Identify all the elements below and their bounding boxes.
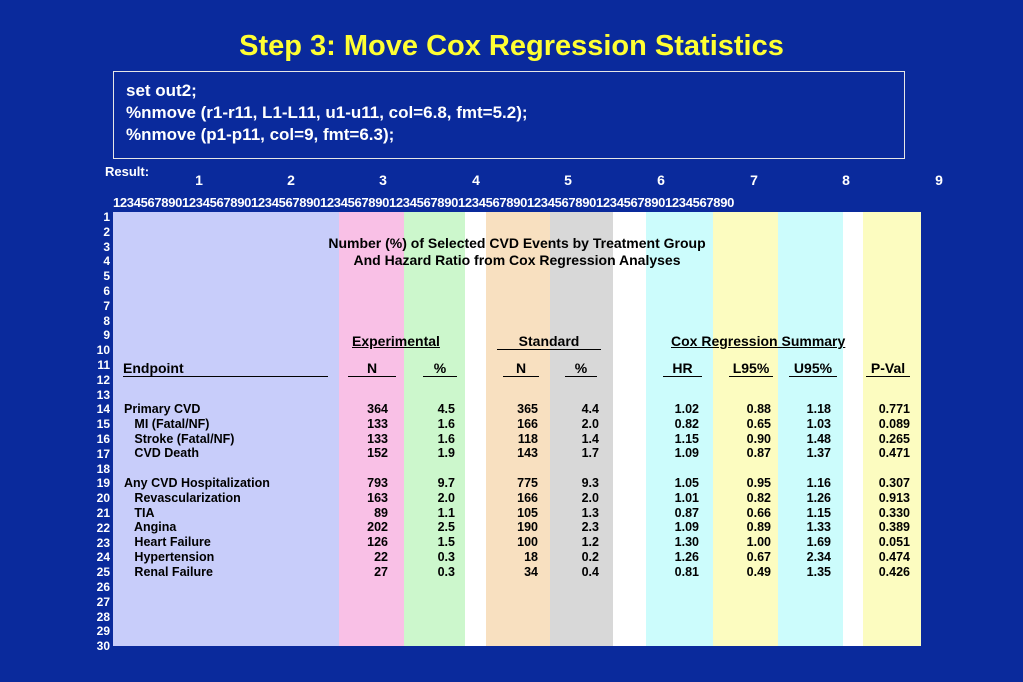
row-number: 24 <box>96 550 110 565</box>
column-header-n: N <box>348 360 396 377</box>
row-number: 19 <box>96 476 110 491</box>
group-header-cox: Cox Regression Summary <box>671 333 846 349</box>
row-number: 28 <box>96 609 110 624</box>
row-number: 3 <box>103 239 110 254</box>
row-number: 4 <box>103 254 110 269</box>
row-number: 18 <box>96 461 110 476</box>
ruler-ten-mark: 3 <box>379 172 387 188</box>
ruler-ten-mark: 5 <box>564 172 572 188</box>
ruler-ten-mark: 1 <box>195 172 203 188</box>
row-number: 25 <box>96 565 110 580</box>
row-number: 29 <box>96 624 110 639</box>
row-number-column <box>88 210 110 654</box>
caption-line: Number (%) of Selected CVD Events by Treatment Group <box>328 235 706 251</box>
row-number: 21 <box>96 505 110 520</box>
column-header-u95: U95% <box>789 360 837 377</box>
column-header-endpoint: Endpoint <box>123 360 328 377</box>
row-number: 16 <box>96 431 110 446</box>
row-number: 1 <box>103 210 110 224</box>
column-header-hr: HR <box>663 360 702 377</box>
row-number: 7 <box>103 298 110 313</box>
ruler-ten-mark: 4 <box>472 172 480 188</box>
column-header-n: N <box>503 360 539 377</box>
row-number: 9 <box>103 328 110 343</box>
hr-column: 1.02 0.82 1.15 1.09 1.05 1.01 0.87 1.09 1.30 1.26 0.81 <box>674 402 699 579</box>
row-number: 6 <box>103 283 110 298</box>
code-box <box>113 71 905 159</box>
ruler-ten-mark: 7 <box>750 172 758 188</box>
standard-n-column: 365 166 118 143 775 166 105 190 100 18 34 <box>517 402 538 579</box>
row-number: 12 <box>96 372 110 387</box>
table-caption <box>113 235 921 269</box>
result-label: Result: <box>105 164 150 179</box>
caption-line: And Hazard Ratio from Cox Regression Analyses <box>353 252 681 268</box>
row-number: 14 <box>96 402 110 417</box>
slide-title: Step 3: Move Cox Regression Statistics <box>239 30 784 62</box>
column-header-l95: L95% <box>729 360 773 377</box>
group-header-standard: Standard <box>497 333 601 350</box>
endpoint-column: Primary CVD MI (Fatal/NF) Stroke (Fatal/NF) CVD Death Any CVD Hospitalization Revascularization TIA Angina Heart Failure Hypertension Renal Failure <box>124 402 270 579</box>
ruler-ten-mark: 6 <box>657 172 665 188</box>
row-number: 10 <box>96 343 110 358</box>
panel-gap <box>613 212 646 646</box>
experimental-n-column: 364 133 133 152 793 163 89 202 126 22 27 <box>367 402 388 579</box>
ruler-digits: 123456789012345678901234567890123456789012345678901234567890123456789012345678901234567890 <box>113 195 734 210</box>
row-number: 27 <box>96 594 110 609</box>
l95-column: 0.88 0.65 0.90 0.87 0.95 0.82 0.66 0.89 1.00 0.67 0.49 <box>746 402 771 579</box>
column-header-pct: % <box>423 360 457 377</box>
panel-gap <box>843 212 863 646</box>
row-number: 15 <box>96 417 110 432</box>
ruler-ten-mark: 2 <box>287 172 295 188</box>
row-number: 2 <box>103 224 110 239</box>
code-line: %nmove (p1-p11, col=9, fmt=6.3); <box>126 125 395 144</box>
u95-column: 1.18 1.03 1.48 1.37 1.16 1.26 1.15 1.33 1.69 2.34 1.35 <box>806 402 831 579</box>
row-number: 13 <box>96 387 110 402</box>
row-number: 20 <box>96 491 110 506</box>
group-header-experimental: Experimental <box>352 333 440 349</box>
code-line: %nmove (r1-r11, L1-L11, u1-u11, col=6.8, fmt=5.2); <box>126 103 528 122</box>
row-number: 22 <box>96 520 110 535</box>
column-header-pct: % <box>565 360 597 377</box>
ruler-ten-mark: 8 <box>842 172 850 188</box>
code-line: set out2; <box>126 81 197 100</box>
ruler-ten-mark: 9 <box>935 172 943 188</box>
row-number: 26 <box>96 579 110 594</box>
row-number: 30 <box>96 639 110 654</box>
row-number: 5 <box>103 269 110 284</box>
row-number: 8 <box>103 313 110 328</box>
pval-column: 0.771 0.089 0.265 0.471 0.307 0.913 0.330 0.389 0.051 0.474 0.426 <box>878 402 910 579</box>
panel-gap <box>465 212 486 646</box>
row-number: 11 <box>97 357 110 372</box>
standard-pct-column: 4.4 2.0 1.4 1.7 9.3 2.0 1.3 2.3 1.2 0.2 0.4 <box>581 402 599 579</box>
row-number: 23 <box>96 535 110 550</box>
experimental-pct-column: 4.5 1.6 1.6 1.9 9.7 2.0 1.1 2.5 1.5 0.3 0.3 <box>437 402 455 579</box>
column-header-pval: P-Val <box>866 360 910 377</box>
row-number: 17 <box>96 446 110 461</box>
